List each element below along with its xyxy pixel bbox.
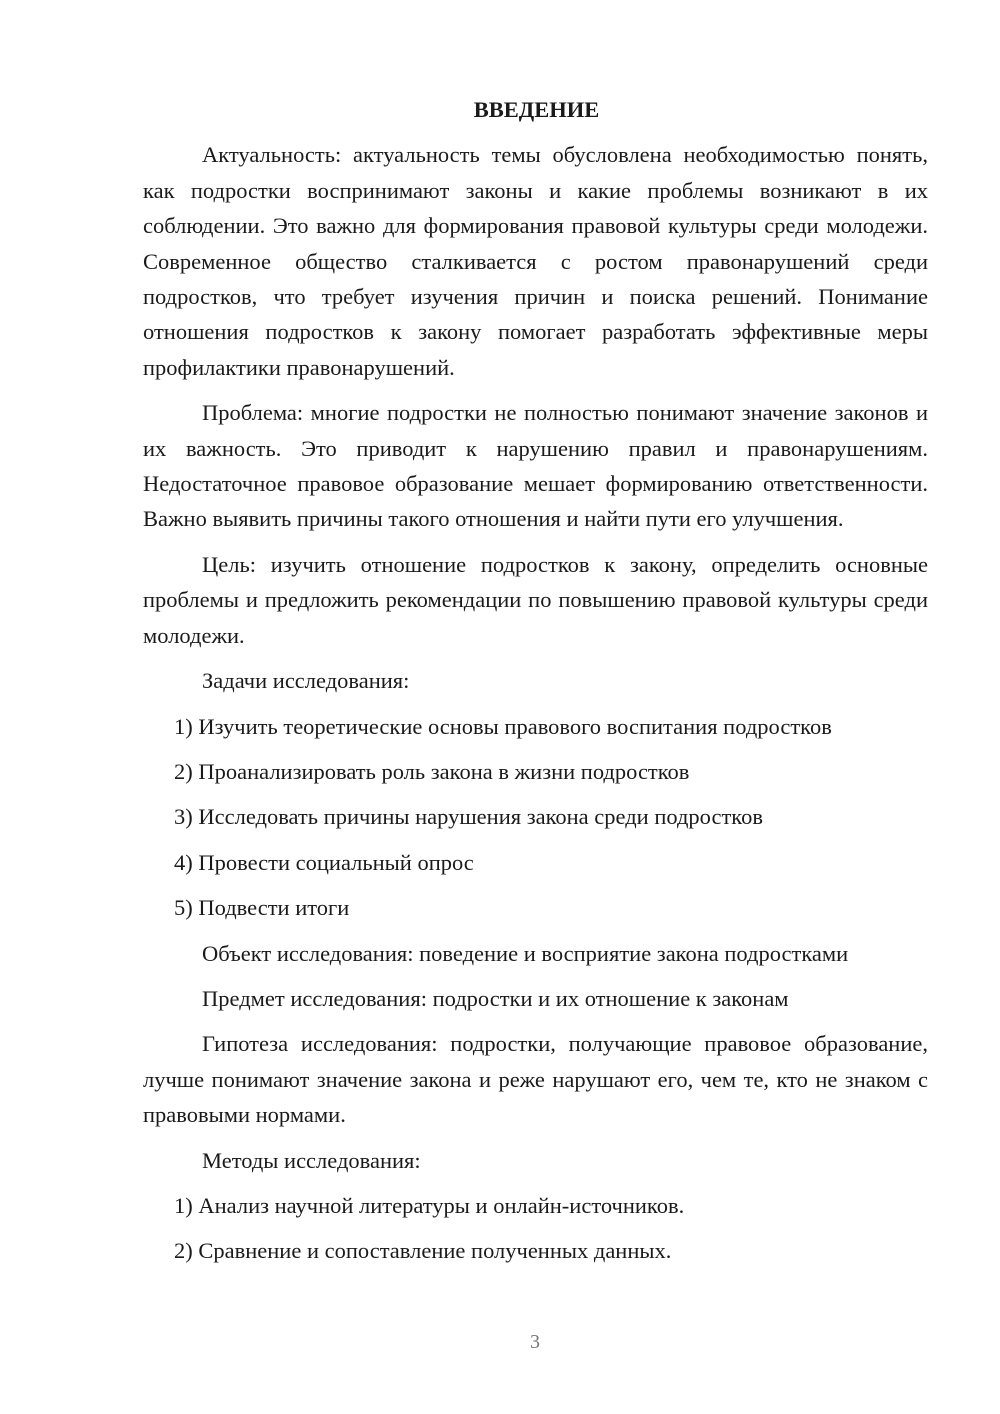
research-subject: Предмет исследования: подростки и их отношение к законам <box>202 985 789 1011</box>
tasks-title: Задачи исследования: <box>202 668 410 694</box>
page-number: 3 <box>530 1331 540 1353</box>
list-item: 4) Провести социальный опрос <box>174 849 474 875</box>
methods-title: Методы исследования: <box>202 1147 421 1173</box>
methods-list <box>143 1188 928 1269</box>
list-item: 3) Исследовать причины нарушения закона среди подростков <box>174 804 763 830</box>
list-item: 2) Сравнение и сопоставление полученных данных. <box>174 1238 672 1264</box>
research-object: Объект исследования: поведение и восприятие закона подростками <box>202 940 849 966</box>
list-item: 2) Проанализировать роль закона в жизни подростков <box>174 758 690 784</box>
list-item: 5) Подвести итоги <box>174 895 350 921</box>
hypothesis-paragraph: Гипотеза исследования: подростки, получающие правовое образование, лучше понимают значение закона и реже нарушают его, чем те, кто не знаком с правовыми нормами. <box>143 1031 928 1128</box>
problem-paragraph: Проблема: многие подростки не полностью понимают значение законов и их важность. Это приводит к нарушению правил и правонарушениям. Недостаточное правовое образование мешает формированию ответственности. Важно выявить причины такого отношения и найти пути его улучшения. <box>143 400 928 532</box>
list-item: 1) Анализ научной литературы и онлайн-источников. <box>174 1192 685 1218</box>
tasks-list <box>143 709 928 926</box>
page-content <box>143 92 928 1279</box>
section-heading: ВВЕДЕНИЕ <box>473 97 600 122</box>
goal-paragraph: Цель: изучить отношение подростков к закону, определить основные проблемы и предложить рекомендации по повышению правовой культуры среди молодежи. <box>143 551 928 648</box>
list-item: 1) Изучить теоретические основы правового воспитания подростков <box>174 713 832 739</box>
actuality-paragraph: Актуальность: актуальность темы обусловлена необходимостью понять, как подростки воспринимают законы и какие проблемы возникают в их соблюдении. Это важно для формирования правовой культуры среди молодежи. Современное общество сталкивается с ростом правонарушений среди подростков, что требует изучения причин и поиска решений. Понимание отношения подростков к закону помогает разработать эффективные меры профилактики правонарушений. <box>143 142 928 380</box>
